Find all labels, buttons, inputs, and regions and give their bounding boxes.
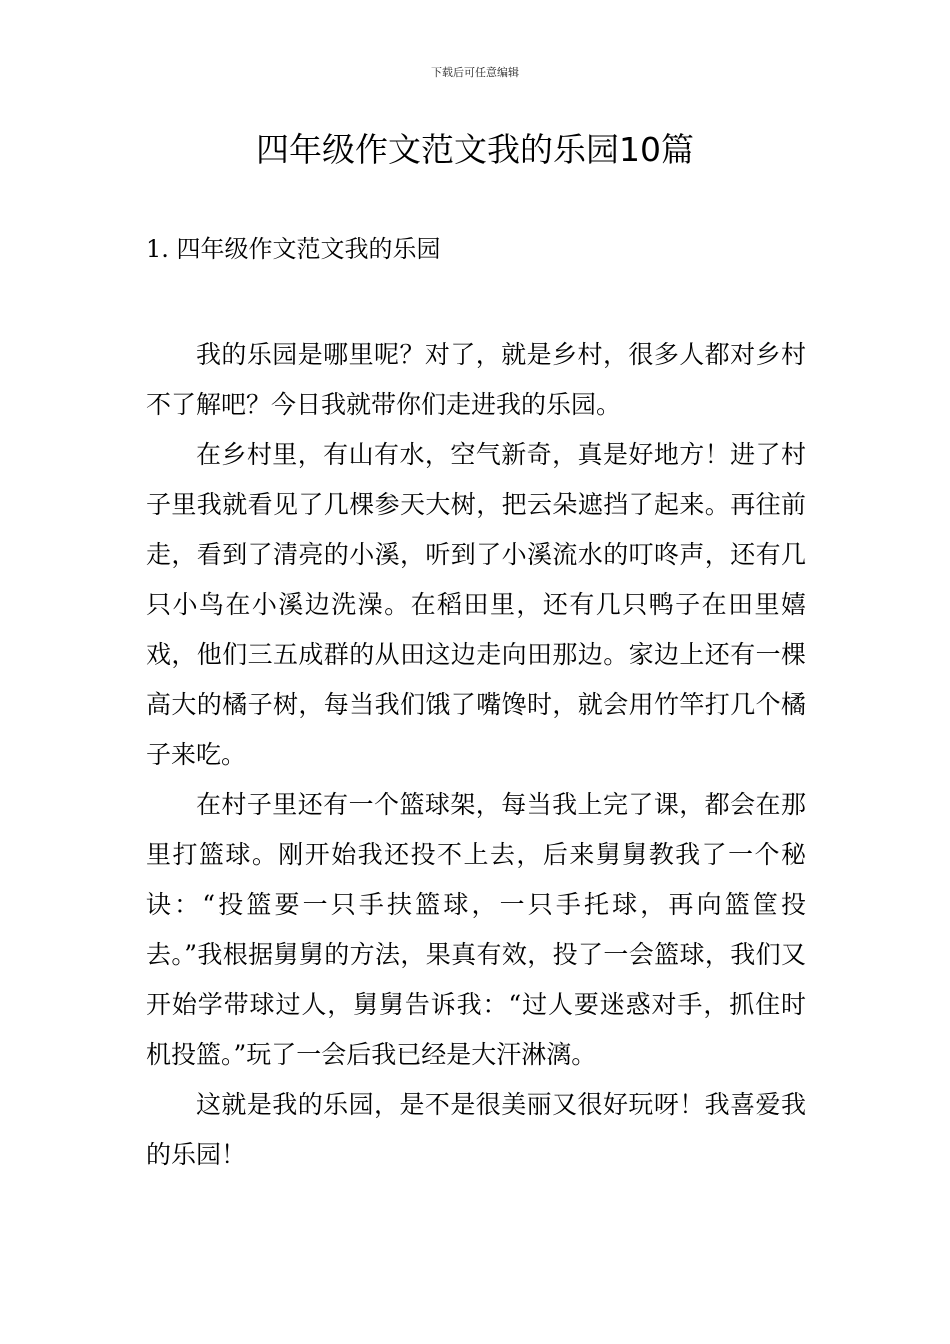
- paragraph-1: 我的乐园是哪里呢？对了，就是乡村，很多人都对乡村不了解吧？今日我就带你们走进我的乐园。: [146, 340, 806, 419]
- section-heading: 1. 四年级作文范文我的乐园: [146, 235, 441, 263]
- header-note: 下载后可任意编辑: [431, 66, 519, 79]
- paragraph-3: 在村子里还有一个篮球架，每当我上完了课，都会在那里打篮球。刚开始我还投不上去，后来舅舅教我了一个秘诀：“投篮要一只手扶篮球，一只手托球，再向篮筐投去。”我根据舅舅的方法，果真有效，投了一会篮球，我们又开始学带球过人，舅舅告诉我：“过人要迷惑对手，抓住时机投篮。”玩了一会后我已经是大汗淋漓。: [146, 790, 806, 1069]
- essay-body: [146, 330, 806, 1180]
- paragraph-2: 在乡村里，有山有水，空气新奇，真是好地方！进了村子里我就看见了几棵参天大树，把云朵遮挡了起来。再往前走，看到了清亮的小溪，听到了小溪流水的叮咚声，还有几只小鸟在小溪边洗澡。在稻田里，还有几只鸭子在田里嬉戏，他们三五成群的从田这边走向田那边。家边上还有一棵高大的橘子树，每当我们饿了嘴馋时，就会用竹竿打几个橘子来吃。: [146, 440, 806, 769]
- page-title: 四年级作文范文我的乐园10篇: [256, 130, 694, 169]
- paragraph-4: 这就是我的乐园，是不是很美丽又很好玩呀！我喜爱我的乐园！: [146, 1090, 806, 1169]
